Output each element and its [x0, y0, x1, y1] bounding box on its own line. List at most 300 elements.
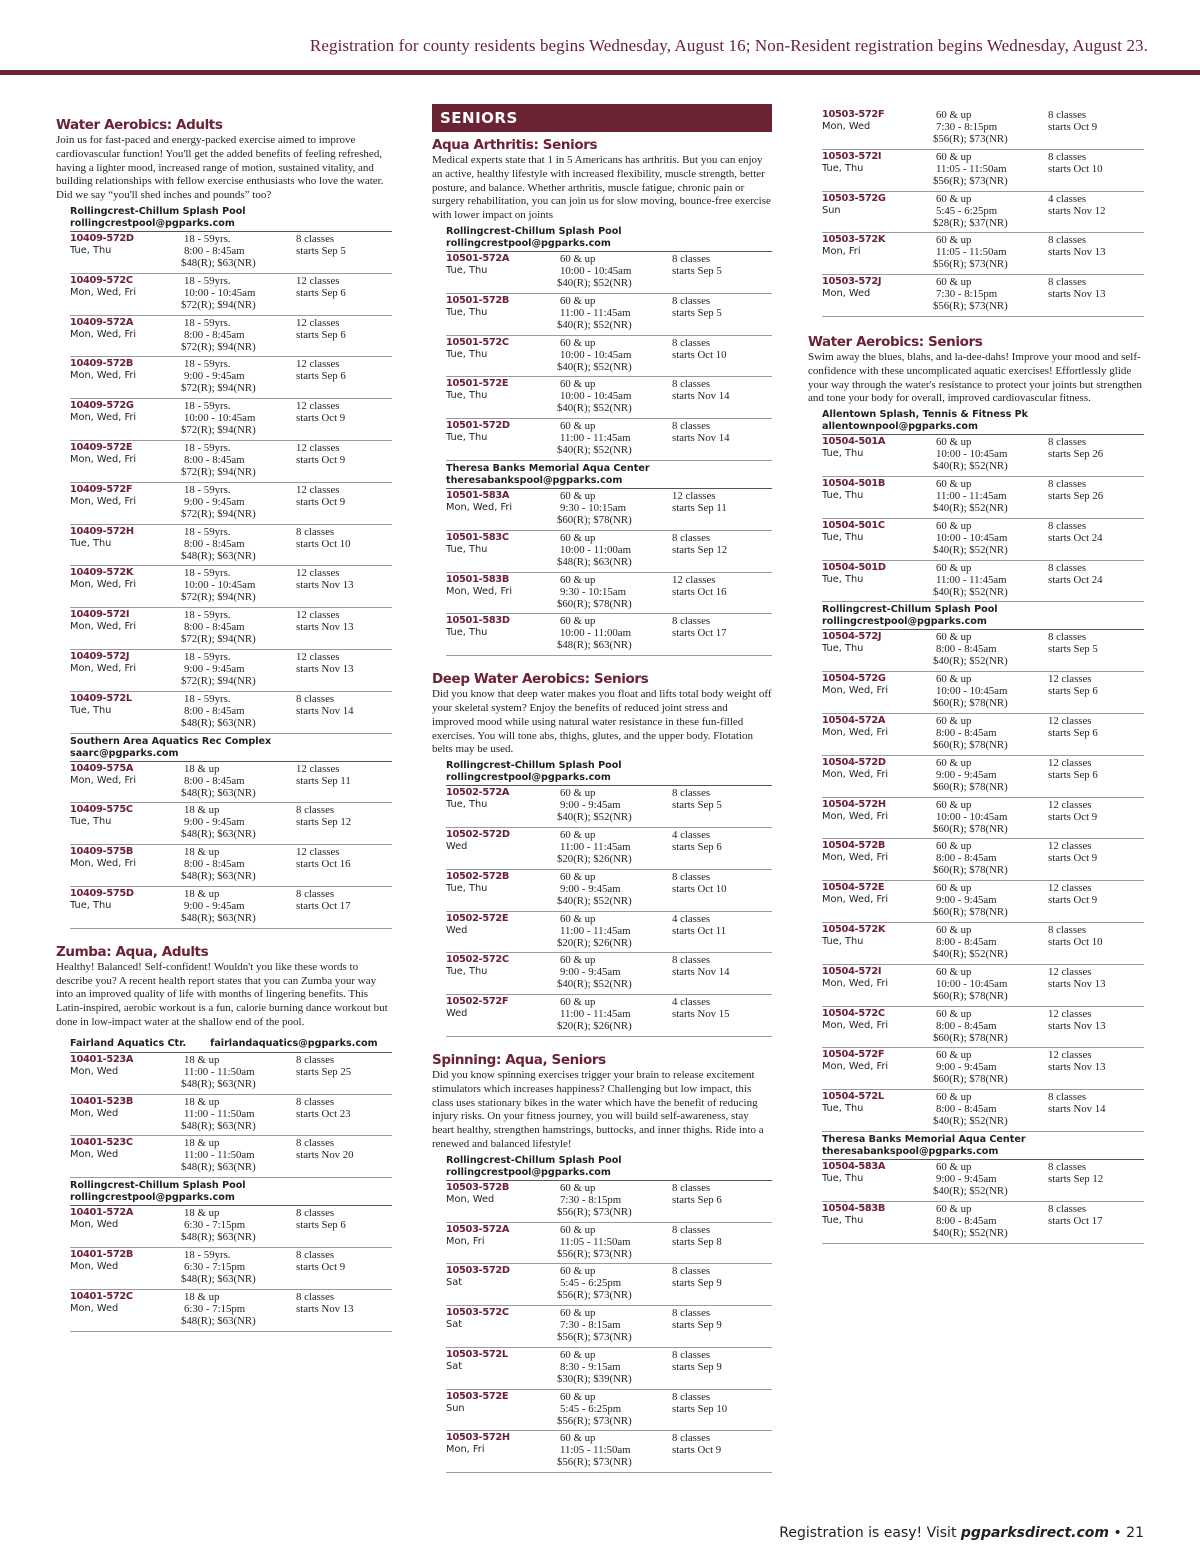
course-fee: $40(R); $52(NR)	[557, 444, 632, 457]
course-start-date: starts Nov 14	[1048, 1103, 1106, 1116]
course-fee: $56(R); $73(NR)	[933, 258, 1008, 271]
course-code: 10504-572B	[822, 840, 886, 852]
location-email[interactable]: allentownpool@pgparks.com	[822, 421, 979, 433]
course-age: 60 & up	[560, 294, 596, 307]
course-time: 11:00 - 11:45am	[936, 573, 1007, 586]
course-days: Mon, Fri	[446, 1444, 485, 1456]
course-age: 60 & up	[560, 252, 596, 265]
course-code: 10401-523A	[70, 1053, 134, 1065]
course-row	[446, 419, 772, 461]
course-code: 10504-572C	[822, 1007, 885, 1019]
course-fee: $72(R); $94(NR)	[181, 591, 256, 604]
course-days: Tue, Thu	[822, 935, 864, 947]
course-time: 9:30 - 10:15am	[560, 585, 626, 598]
course-fee: $60(R); $78(NR)	[557, 513, 632, 526]
course-code: 10504-583B	[822, 1202, 886, 1214]
course-age: 60 & up	[936, 673, 972, 686]
course-fee: $48(R); $63(NR)	[181, 1231, 256, 1244]
course-code: 10504-501B	[822, 477, 886, 489]
course-fee: $60(R); $78(NR)	[933, 1031, 1008, 1044]
course-start-date: starts Sep 5	[1048, 643, 1098, 656]
course-fee: $48(R); $63(NR)	[557, 639, 632, 652]
page-number: 21	[1126, 1525, 1144, 1541]
course-code: 10503-572B	[446, 1181, 510, 1193]
course-class-count: 8 classes	[1048, 150, 1087, 163]
location-email[interactable]: rollingcrestpool@pgparks.com	[70, 217, 235, 229]
course-days: Sun	[446, 1402, 465, 1414]
course-start-date: starts Sep 6	[296, 1219, 346, 1232]
course-days: Mon, Wed, Fri	[70, 370, 137, 382]
course-row	[446, 1264, 772, 1306]
course-age: 18 - 59yrs.	[184, 441, 231, 454]
course-row	[70, 1095, 392, 1137]
course-fee: $48(R); $63(NR)	[181, 1272, 256, 1285]
course-age: 60 & up	[936, 714, 972, 727]
course-start-date: starts Sep 12	[672, 543, 728, 556]
location-email[interactable]: rollingcrestpool@pgparks.com	[70, 1192, 235, 1204]
course-fee: $40(R); $52(NR)	[933, 1115, 1008, 1128]
location-header	[822, 1134, 1144, 1160]
course-row	[70, 483, 392, 525]
course-start-date: starts Sep 9	[672, 1360, 722, 1373]
course-code: 10502-572C	[446, 954, 509, 966]
course-fee: $40(R); $52(NR)	[933, 1184, 1008, 1197]
course-code: 10503-572C	[446, 1307, 509, 1319]
course-row	[70, 566, 392, 608]
location-name: Rollingcrest-Chillum Splash Pool	[822, 604, 998, 616]
course-days: Tue, Thu	[446, 543, 488, 555]
course-age: 60 & up	[936, 965, 972, 978]
course-days: Tue, Thu	[446, 799, 488, 811]
course-class-count: 12 classes	[1048, 1007, 1092, 1020]
course-time: 9:00 - 9:45am	[184, 816, 245, 829]
course-row	[70, 1290, 392, 1332]
course-fee: $72(R); $94(NR)	[181, 507, 256, 520]
page-footer	[779, 1525, 1144, 1541]
location-email[interactable]: rollingcrestpool@pgparks.com	[446, 237, 611, 249]
location-header	[446, 760, 772, 786]
course-fee: $40(R); $52(NR)	[557, 894, 632, 907]
course-code: 10504-572I	[822, 965, 882, 977]
course-row	[70, 1206, 392, 1248]
course-age: 18 - 59yrs.	[184, 232, 231, 245]
course-start-date: starts Oct 17	[1048, 1214, 1103, 1227]
course-time: 10:00 - 10:45am	[936, 685, 1008, 698]
course-row	[822, 108, 1144, 150]
location-name: Rollingcrest-Chillum Splash Pool	[446, 760, 622, 772]
course-age: 18 - 59yrs.	[184, 358, 231, 371]
course-code: 10401-572B	[70, 1248, 134, 1260]
course-fee: $56(R); $73(NR)	[933, 300, 1008, 313]
course-start-date: starts Sep 25	[296, 1065, 352, 1078]
course-code: 10503-572I	[822, 150, 882, 162]
course-time: 10:00 - 10:45am	[184, 579, 256, 592]
course-time: 10:00 - 10:45am	[184, 286, 256, 299]
course-fee: $72(R); $94(NR)	[181, 674, 256, 687]
course-class-count: 8 classes	[1048, 234, 1087, 247]
course-days: Tue, Thu	[822, 162, 864, 174]
course-time: 11:05 - 11:50am	[936, 162, 1007, 175]
course-start-date: starts Oct 9	[296, 495, 346, 508]
course-class-count: 8 classes	[672, 787, 711, 800]
course-age: 18 - 59yrs.	[184, 274, 231, 287]
seniors-section-band: SENIORS	[432, 104, 772, 132]
course-fee: $40(R); $52(NR)	[557, 276, 632, 289]
course-start-date: starts Sep 5	[672, 799, 722, 812]
course-fee: $48(R); $63(NR)	[181, 1161, 256, 1174]
course-age: 18 - 59yrs.	[184, 525, 231, 538]
course-fee: $72(R); $94(NR)	[181, 340, 256, 353]
course-code: 10503-572L	[446, 1348, 508, 1360]
course-time: 7:30 - 8:15pm	[560, 1193, 622, 1206]
course-class-count: 12 classes	[1048, 673, 1092, 686]
course-fee: $48(R); $63(NR)	[181, 911, 256, 924]
course-code: 10401-523B	[70, 1095, 134, 1107]
course-class-count: 12 classes	[296, 846, 340, 859]
course-days: Tue, Thu	[446, 390, 488, 402]
location-email[interactable]: rollingcrestpool@pgparks.com	[822, 616, 987, 628]
course-fee: $60(R); $78(NR)	[933, 738, 1008, 751]
course-days: Tue, Thu	[446, 306, 488, 318]
course-age: 18 & up	[184, 887, 220, 900]
course-days: Mon, Wed, Fri	[446, 501, 513, 513]
course-days: Tue, Thu	[822, 1172, 864, 1184]
course-age: 60 & up	[560, 787, 596, 800]
course-fee: $40(R); $52(NR)	[933, 1226, 1008, 1239]
course-days: Mon, Wed, Fri	[822, 768, 889, 780]
course-code: 10501-583C	[446, 531, 509, 543]
program-section	[56, 116, 392, 929]
course-row	[446, 294, 772, 336]
course-age: 60 & up	[560, 828, 596, 841]
course-fee: $56(R); $73(NR)	[933, 133, 1008, 145]
course-code: 10504-572A	[822, 714, 886, 726]
course-days: Mon, Wed	[70, 1065, 119, 1077]
course-time: 9:00 - 9:45am	[184, 495, 245, 508]
course-start-date: starts Sep 6	[1048, 685, 1098, 698]
course-row	[446, 1431, 772, 1473]
location-header	[70, 1180, 392, 1206]
course-age: 60 & up	[936, 561, 972, 574]
course-row	[446, 1306, 772, 1348]
course-row	[822, 798, 1144, 840]
course-code: 10409-572J	[70, 650, 130, 662]
course-class-count: 8 classes	[296, 1053, 335, 1066]
course-class-count: 12 classes	[296, 762, 340, 775]
course-age: 18 - 59yrs.	[184, 400, 231, 413]
course-code: 10504-572L	[822, 1091, 884, 1103]
course-age: 60 & up	[560, 531, 596, 544]
course-class-count: 12 classes	[1048, 756, 1092, 769]
course-days: Mon, Wed, Fri	[70, 495, 137, 507]
course-time: 9:30 - 10:15am	[560, 501, 626, 514]
course-fee: $56(R); $73(NR)	[557, 1456, 632, 1469]
course-time: 8:00 - 8:45am	[936, 726, 997, 739]
course-class-count: 8 classes	[296, 1290, 335, 1303]
course-row	[822, 714, 1144, 756]
course-code: 10501-572D	[446, 420, 510, 432]
section-description: Healthy! Balanced! Self-confident! Wouldn't you like these words to describe you? A recent health report states that you can Zumba your way into an improved quality of life with months of lingering benefits. This Latin-inspired, aerobic workout is a fun, calorie burning dance workout but done in low-impact water at the shallow end of the pool.	[56, 960, 388, 1028]
course-class-count: 8 classes	[672, 1390, 711, 1403]
course-age: 18 & up	[184, 846, 220, 859]
course-class-count: 4 classes	[672, 996, 711, 1009]
course-age: 60 & up	[936, 477, 972, 490]
course-row	[446, 1348, 772, 1390]
course-time: 9:00 - 9:45am	[936, 894, 997, 907]
course-code: 10503-572A	[446, 1223, 510, 1235]
course-days: Mon, Wed	[822, 121, 871, 132]
course-time: 8:00 - 8:45am	[184, 621, 245, 634]
course-start-date: starts Sep 26	[1048, 448, 1104, 461]
course-row	[822, 519, 1144, 561]
course-class-count: 8 classes	[672, 420, 711, 433]
course-time: 7:30 - 8:15pm	[936, 121, 998, 133]
course-days: Mon, Wed	[70, 1260, 119, 1272]
course-days: Mon, Wed	[70, 1149, 119, 1161]
course-time: 10:00 - 10:45am	[936, 531, 1008, 544]
course-code: 10409-575C	[70, 804, 133, 816]
course-time: 10:00 - 10:45am	[560, 348, 632, 361]
location-name: Fairland Aquatics Ctr.	[70, 1037, 187, 1049]
section-title: Water Aerobics: Adults	[56, 117, 223, 133]
course-fee: $40(R); $52(NR)	[557, 402, 632, 415]
course-start-date: starts Oct 17	[296, 899, 351, 912]
section-description: Medical experts state that 1 in 5 Americans has arthritis. But you can enjoy an active, healthy lifestyle with increased flexibility, muscle strength, better posture, and balance. Whether arthritis, muscle fatigue, chronic pain or surgery rehabilitation, you can join us for slow moving, bounce-free exercise with lower impact on joints	[432, 154, 771, 222]
course-time: 9:00 - 9:45am	[184, 370, 245, 383]
course-age: 60 & up	[936, 631, 972, 644]
course-time: 11:00 - 11:50am	[184, 1149, 255, 1162]
course-code: 10504-572H	[822, 798, 886, 810]
course-days: Mon, Wed, Fri	[822, 1019, 889, 1031]
location-email[interactable]: fairlandaquatics@pgparks.com	[210, 1037, 378, 1049]
course-row	[822, 192, 1144, 234]
course-row	[446, 870, 772, 912]
course-row	[446, 953, 772, 995]
course-class-count: 8 classes	[1048, 276, 1087, 289]
course-class-count: 8 classes	[672, 870, 711, 883]
course-row	[70, 274, 392, 316]
course-row	[70, 316, 392, 358]
course-start-date: starts Sep 12	[1048, 1172, 1104, 1185]
course-row	[70, 803, 392, 845]
course-time: 9:00 - 9:45am	[560, 882, 621, 895]
course-time: 8:00 - 8:45am	[184, 704, 245, 717]
course-time: 11:00 - 11:45am	[560, 306, 631, 319]
course-code: 10401-572A	[70, 1207, 134, 1219]
course-days: Mon, Wed, Fri	[822, 852, 889, 864]
course-fee: $40(R); $52(NR)	[933, 655, 1008, 668]
course-time: 8:00 - 8:45am	[936, 1019, 997, 1032]
course-days: Sat	[446, 1319, 463, 1331]
course-age: 60 & up	[936, 1160, 972, 1173]
course-fee: $60(R); $78(NR)	[557, 597, 632, 610]
course-age: 60 & up	[936, 192, 972, 205]
location-email[interactable]: saarc@pgparks.com	[70, 747, 179, 759]
course-code: 10401-523C	[70, 1137, 133, 1149]
course-fee: $48(R); $63(NR)	[181, 1077, 256, 1090]
course-age: 60 & up	[560, 912, 596, 925]
course-code: 10409-572F	[70, 483, 133, 495]
course-class-count: 12 classes	[1048, 965, 1092, 978]
course-time: 8:00 - 8:45am	[184, 858, 245, 871]
course-fee: $40(R); $52(NR)	[933, 460, 1008, 473]
course-code: 10409-572L	[70, 692, 132, 704]
course-row	[446, 573, 772, 615]
course-start-date: starts Nov 13	[1048, 1061, 1106, 1074]
course-class-count: 8 classes	[296, 804, 335, 817]
course-code: 10409-572K	[70, 567, 134, 579]
course-days: Tue, Thu	[822, 531, 864, 543]
location-email[interactable]: rollingcrestpool@pgparks.com	[446, 1166, 611, 1178]
course-days: Mon, Wed, Fri	[822, 685, 889, 697]
section-description: Did you know spinning exercises trigger your brain to release excitement stimulators which increases happiness? Challenging but low impact, this class uses stationary bikes in the water which have the benefit of reducing injury risks. On your fitness journey, you will build self-awareness, stay heart healthy, strengthen hamstrings, buttocks, and inner thighs. Ride into a renewed and balanced lifestyle!	[432, 1068, 764, 1150]
course-row	[822, 1090, 1144, 1132]
course-age: 60 & up	[560, 1307, 596, 1320]
course-code: 10504-572F	[822, 1049, 885, 1061]
course-class-count: 8 classes	[672, 378, 711, 391]
course-start-date: starts Oct 10	[1048, 935, 1103, 948]
course-fee: $60(R); $78(NR)	[933, 989, 1008, 1002]
course-time: 8:00 - 8:45am	[936, 643, 997, 656]
registration-banner: Registration for county residents begins Wednesday, August 16; Non-Resident registration begins Wednesday, August 23.	[309, 36, 1148, 55]
course-age: 60 & up	[936, 840, 972, 853]
course-start-date: starts Oct 9	[296, 453, 346, 466]
course-time: 9:00 - 9:45am	[936, 768, 997, 781]
course-row	[446, 377, 772, 419]
course-days: Sat	[446, 1277, 463, 1289]
course-fee: $60(R); $78(NR)	[933, 864, 1008, 877]
course-age: 60 & up	[936, 1202, 972, 1215]
course-class-count: 12 classes	[296, 609, 340, 622]
location-email[interactable]: theresabankspool@pgparks.com	[446, 474, 623, 486]
course-age: 60 & up	[936, 150, 972, 163]
course-class-count: 12 classes	[296, 650, 340, 663]
course-class-count: 8 classes	[672, 954, 711, 967]
course-days: Sat	[446, 1360, 463, 1372]
location-email[interactable]: rollingcrestpool@pgparks.com	[446, 772, 611, 784]
course-code: 10409-572B	[70, 358, 134, 370]
course-age: 60 & up	[936, 882, 972, 895]
course-start-date: starts Oct 10	[672, 348, 727, 361]
course-age: 18 & up	[184, 804, 220, 817]
course-age: 18 - 59yrs.	[184, 316, 231, 329]
course-class-count: 8 classes	[1048, 1160, 1087, 1173]
course-row	[446, 995, 772, 1037]
course-start-date: starts Sep 11	[296, 774, 351, 787]
course-row	[446, 912, 772, 954]
course-row	[70, 525, 392, 567]
course-code: 10504-572G	[822, 673, 886, 685]
course-start-date: starts Oct 9	[1048, 852, 1098, 865]
course-row	[446, 1223, 772, 1265]
course-fee: $40(R); $52(NR)	[933, 543, 1008, 556]
course-code: 10502-572B	[446, 870, 510, 882]
location-header	[70, 1033, 392, 1053]
course-age: 18 - 59yrs.	[184, 483, 231, 496]
course-code: 10503-572F	[822, 109, 885, 120]
course-code: 10501-572A	[446, 252, 510, 264]
course-fee: $60(R); $78(NR)	[933, 780, 1008, 793]
course-fee: $48(R); $63(NR)	[181, 1314, 256, 1327]
website-link[interactable]: pgparksdirect.com	[960, 1525, 1109, 1541]
course-days: Mon, Wed, Fri	[446, 585, 513, 597]
course-row	[446, 489, 772, 531]
location-email[interactable]: theresabankspool@pgparks.com	[822, 1145, 999, 1157]
course-age: 60 & up	[936, 519, 972, 532]
course-start-date: starts Oct 10	[296, 537, 351, 550]
course-class-count: 8 classes	[672, 1265, 711, 1278]
location-name: Rollingcrest-Chillum Splash Pool	[70, 205, 246, 217]
course-time: 8:00 - 8:45am	[936, 852, 997, 865]
course-class-count: 8 classes	[672, 531, 711, 544]
course-class-count: 12 classes	[296, 483, 340, 496]
location-header	[70, 206, 392, 232]
course-age: 60 & up	[560, 870, 596, 883]
course-start-date: starts Oct 17	[672, 627, 727, 640]
course-class-count: 8 classes	[296, 887, 335, 900]
course-fee: $56(R); $73(NR)	[557, 1331, 632, 1344]
course-time: 11:05 - 11:50am	[936, 246, 1007, 259]
course-age: 60 & up	[560, 489, 596, 502]
course-code: 10502-572E	[446, 912, 509, 924]
course-fee: $72(R); $94(NR)	[181, 382, 256, 395]
course-days: Tue, Thu	[822, 448, 864, 460]
section-title: Deep Water Aerobics: Seniors	[432, 671, 649, 688]
course-row	[822, 672, 1144, 714]
course-fee: $60(R); $78(NR)	[933, 906, 1008, 919]
course-fee: $48(R); $63(NR)	[557, 555, 632, 568]
course-time: 8:00 - 8:45am	[184, 328, 245, 341]
course-class-count: 8 classes	[296, 692, 335, 705]
course-code: 10504-572E	[822, 882, 885, 894]
location-name: Allentown Splash, Tennis & Fitness Pk	[822, 409, 1029, 421]
course-class-count: 12 classes	[296, 274, 340, 287]
course-class-count: 12 classes	[296, 567, 340, 580]
course-start-date: starts Nov 14	[296, 704, 354, 717]
course-start-date: starts Nov 13	[296, 579, 354, 592]
course-row	[70, 1136, 392, 1178]
course-fee: $40(R); $52(NR)	[557, 318, 632, 331]
course-start-date: starts Nov 13	[1048, 288, 1106, 301]
course-class-count: 12 classes	[1048, 882, 1092, 895]
course-class-count: 8 classes	[672, 1307, 711, 1320]
course-class-count: 8 classes	[296, 1095, 335, 1108]
program-section	[432, 1051, 772, 1473]
program-section	[432, 670, 772, 1037]
continued-listings	[808, 108, 1144, 317]
course-age: 60 & up	[560, 1348, 596, 1361]
course-days: Tue, Thu	[446, 966, 488, 978]
course-days: Mon, Wed, Fri	[70, 774, 137, 786]
course-fee: $48(R); $63(NR)	[181, 828, 256, 841]
course-time: 5:45 - 6:25pm	[560, 1402, 622, 1415]
course-row	[70, 357, 392, 399]
course-row	[822, 756, 1144, 798]
course-time: 9:00 - 9:45am	[560, 966, 621, 979]
section-description: Join us for fast-paced and energy-packed exercise aimed to improve cardiovascular function! You'll get the added benefits of feeling refreshed, having a lighter mood, increased range of motion, sustained vitality, and building relationships with fellow exercise enthusiasts who love the water. Did we say “you'll shed inches and pounds” too?	[56, 134, 384, 202]
course-row	[446, 252, 772, 294]
course-days: Tue, Thu	[822, 1103, 864, 1115]
course-code: 10504-501C	[822, 519, 885, 531]
course-age: 60 & up	[560, 378, 596, 391]
course-days: Tue, Thu	[70, 899, 112, 911]
course-code: 10504-501D	[822, 561, 886, 573]
program-section	[808, 333, 1144, 1244]
course-days: Tue, Thu	[822, 1214, 864, 1226]
course-days: Mon, Wed, Fri	[70, 858, 137, 870]
course-class-count: 8 classes	[1048, 519, 1087, 532]
course-row	[446, 828, 772, 870]
